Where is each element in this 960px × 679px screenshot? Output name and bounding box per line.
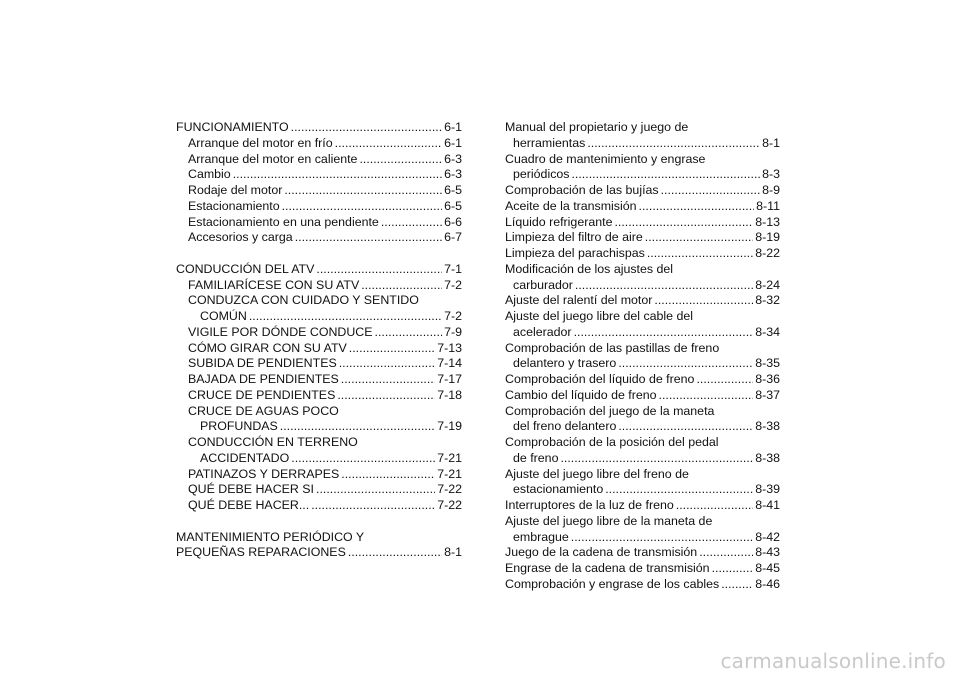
toc-entry-label: Estacionamiento en una pendiente bbox=[188, 214, 379, 229]
toc-heading-line: MANTENIMIENTO PERIÓDICO Y bbox=[176, 529, 365, 544]
toc-entry-label: periódicos bbox=[513, 167, 570, 182]
toc-entry-label: Comprobación y engrase de los cables bbox=[505, 576, 720, 591]
toc-heading-line: Comprobación de las pastillas de freno bbox=[505, 340, 720, 355]
toc-leader-dots bbox=[341, 372, 435, 388]
toc-page-number: 7-21 bbox=[437, 466, 462, 481]
toc-entry-label: del freno delantero bbox=[513, 419, 617, 434]
toc-page-number: 8-11 bbox=[756, 198, 780, 213]
toc-page-number: 6-7 bbox=[444, 230, 462, 245]
toc-entry-label: Cambio del líquido de freno bbox=[505, 387, 657, 402]
toc-heading-line: CONDUZCA CON CUIDADO Y SENTIDO bbox=[188, 293, 419, 308]
toc-leader-dots bbox=[639, 199, 755, 215]
toc-entry[interactable] bbox=[505, 388, 780, 404]
toc-leader-dots bbox=[291, 120, 442, 136]
toc-entry-label: CRUCE DE PENDIENTES bbox=[188, 387, 336, 402]
toc-leader-dots bbox=[295, 230, 442, 246]
toc-page-number: 6-5 bbox=[444, 198, 462, 213]
toc-page-number: 8-37 bbox=[755, 387, 780, 402]
toc-entry[interactable] bbox=[505, 419, 780, 435]
toc-entry-label: Líquido refrigerante bbox=[505, 214, 613, 229]
toc-heading-line: Comprobación del juego de la maneta bbox=[505, 403, 715, 418]
toc-entry-label: Limpieza del parachispas bbox=[505, 246, 645, 260]
toc-entry-label: PATINAZOS Y DERRAPES bbox=[188, 466, 340, 481]
toc-entry-label: Interruptores de la luz de freno bbox=[505, 498, 674, 512]
toc-leader-dots bbox=[284, 183, 442, 199]
toc-entry-label: Cambio bbox=[188, 167, 231, 182]
toc-gap bbox=[176, 514, 462, 530]
toc-entry[interactable] bbox=[176, 341, 462, 357]
toc-entry-label: Juego de la cadena de transmisión bbox=[505, 545, 698, 560]
toc-page-number: 8-3 bbox=[762, 167, 780, 182]
toc-leader-dots bbox=[645, 230, 753, 246]
toc-entry[interactable] bbox=[505, 246, 780, 262]
toc-heading-line: Modificación de los ajustes del bbox=[505, 261, 674, 276]
toc-entry-label: FAMILIARÍCESE CON SU ATV bbox=[188, 277, 360, 292]
toc-entry-label: Rodaje del motor bbox=[188, 183, 283, 197]
toc-page-number: 8-1 bbox=[762, 135, 780, 150]
toc-leader-dots bbox=[571, 530, 753, 546]
toc-entry[interactable] bbox=[505, 482, 780, 498]
toc-page-number: 8-9 bbox=[762, 183, 780, 197]
toc-heading-line: Manual del propietario y juego de bbox=[505, 120, 689, 134]
toc-leader-dots bbox=[349, 341, 435, 357]
toc-leader-dots bbox=[560, 451, 753, 467]
toc-entry-label: Estacionamiento bbox=[188, 198, 280, 213]
toc-page-number: 6-3 bbox=[444, 167, 462, 182]
toc-entry[interactable] bbox=[505, 545, 780, 561]
toc-page-number: 8-36 bbox=[755, 372, 780, 386]
toc-page-number: 7-22 bbox=[437, 482, 462, 497]
toc-leader-dots bbox=[282, 199, 442, 215]
toc-page-number: 7-22 bbox=[437, 498, 462, 512]
toc-leader-dots bbox=[311, 498, 435, 514]
toc-leader-dots bbox=[647, 246, 753, 262]
toc-entry-label: Arranque del motor en caliente bbox=[188, 151, 358, 166]
toc-leader-dots bbox=[721, 577, 753, 593]
toc-leader-dots bbox=[359, 152, 442, 168]
toc-leader-dots bbox=[696, 372, 753, 388]
toc-page-number: 7-17 bbox=[437, 372, 462, 386]
toc-page-number: 8-19 bbox=[755, 230, 780, 245]
toc-page-number: 8-24 bbox=[755, 277, 780, 292]
toc-entry-label: embrague bbox=[513, 529, 569, 544]
toc-heading-line: Cuadro de mantenimiento y engrase bbox=[505, 151, 706, 166]
toc-entry[interactable] bbox=[176, 467, 462, 483]
toc-heading-line: Comprobación de la posición del pedal bbox=[505, 435, 719, 449]
toc-entry-label: herramientas bbox=[513, 135, 586, 150]
toc-entry[interactable] bbox=[505, 278, 780, 294]
toc-leader-dots bbox=[618, 356, 753, 372]
toc-gap bbox=[176, 246, 462, 262]
toc-page-number: 7-2 bbox=[444, 277, 462, 292]
toc-leader-dots bbox=[574, 325, 754, 341]
toc-leader-dots bbox=[337, 388, 435, 404]
toc-entry-label: SUBIDA DE PENDIENTES bbox=[188, 356, 337, 371]
toc-heading-line: CONDUCCIÓN EN TERRENO bbox=[188, 435, 358, 449]
toc-entry[interactable] bbox=[505, 451, 780, 467]
toc-entry[interactable] bbox=[176, 356, 462, 372]
toc-leader-dots bbox=[249, 309, 442, 325]
toc-entry[interactable] bbox=[176, 152, 462, 168]
toc-page-number: 6-1 bbox=[444, 120, 462, 134]
toc-entry-label: Aceite de la transmisión bbox=[505, 198, 637, 213]
toc-entry[interactable] bbox=[176, 183, 462, 199]
toc-leader-dots bbox=[661, 183, 760, 199]
toc-page-number: 6-3 bbox=[444, 151, 462, 166]
toc-entry[interactable] bbox=[176, 278, 462, 294]
toc-page-number: 8-38 bbox=[755, 419, 780, 434]
toc-leader-dots bbox=[618, 419, 753, 435]
toc-entry[interactable] bbox=[505, 498, 780, 514]
toc-entry[interactable] bbox=[505, 293, 780, 309]
toc-page-number: 8-46 bbox=[755, 576, 780, 591]
toc-leader-dots bbox=[676, 498, 753, 514]
toc-entry[interactable] bbox=[505, 372, 780, 388]
toc-leader-dots bbox=[605, 482, 753, 498]
toc-page-number: 7-9 bbox=[444, 324, 462, 339]
toc-entry[interactable] bbox=[505, 530, 780, 546]
toc-entry[interactable] bbox=[176, 120, 462, 136]
toc-page-number: 8-42 bbox=[755, 529, 780, 544]
toc-entry[interactable] bbox=[176, 230, 462, 246]
toc-page-number: 6-6 bbox=[444, 214, 462, 229]
toc-heading-line: CRUCE DE AGUAS POCO bbox=[188, 403, 339, 418]
toc-entry-label: FUNCIONAMIENTO bbox=[176, 120, 289, 134]
toc-page-number: 8-32 bbox=[755, 293, 780, 308]
toc-leader-dots bbox=[571, 167, 760, 183]
toc-entry[interactable] bbox=[176, 498, 462, 514]
toc-leader-dots bbox=[291, 451, 435, 467]
toc-page-number: 8-45 bbox=[755, 561, 780, 575]
toc-entry-label: COMÚN bbox=[200, 309, 247, 323]
toc-entry[interactable] bbox=[176, 325, 462, 341]
toc-entry[interactable] bbox=[176, 215, 462, 231]
toc-entry[interactable] bbox=[176, 482, 462, 498]
toc-page-number: 7-13 bbox=[437, 340, 462, 355]
toc-leader-dots bbox=[280, 419, 435, 435]
toc-leader-dots bbox=[335, 136, 442, 152]
toc-entry-label: Comprobación del líquido de freno bbox=[505, 372, 695, 386]
toc-entry[interactable] bbox=[505, 183, 780, 199]
toc-entry-label: PROFUNDAS bbox=[200, 419, 278, 434]
toc-entry[interactable] bbox=[505, 136, 780, 152]
toc-heading-line: Ajuste del juego libre del freno de bbox=[505, 466, 689, 481]
toc-entry[interactable] bbox=[505, 325, 780, 341]
toc-entry[interactable] bbox=[505, 199, 780, 215]
toc-page-number: 8-43 bbox=[755, 545, 780, 560]
toc-page-number: 6-1 bbox=[444, 135, 462, 150]
toc-right-column bbox=[505, 120, 780, 593]
toc-leader-dots bbox=[654, 293, 753, 309]
toc-entry[interactable] bbox=[176, 388, 462, 404]
toc-entry-label: VIGILE POR DÓNDE CONDUCE bbox=[188, 324, 373, 339]
toc-leader-dots bbox=[348, 545, 442, 561]
toc-entry[interactable] bbox=[176, 545, 462, 561]
toc-leader-dots bbox=[659, 388, 754, 404]
toc-left-column bbox=[176, 120, 462, 561]
toc-leader-dots bbox=[614, 215, 753, 231]
toc-entry[interactable] bbox=[176, 199, 462, 215]
toc-entry[interactable] bbox=[505, 561, 780, 577]
toc-entry-label: estacionamiento bbox=[513, 482, 604, 497]
toc-leader-dots bbox=[316, 262, 442, 278]
toc-entry[interactable] bbox=[176, 309, 462, 325]
toc-entry[interactable] bbox=[505, 577, 780, 593]
toc-entry-label: CÓMO GIRAR CON SU ATV bbox=[188, 340, 347, 355]
toc-page-number: 8-39 bbox=[755, 482, 780, 497]
toc-page-number: 8-22 bbox=[755, 246, 780, 260]
toc-page-number: 7-21 bbox=[437, 450, 462, 465]
toc-leader-dots bbox=[575, 278, 753, 294]
toc-entry[interactable] bbox=[176, 419, 462, 435]
toc-entry-label: de freno bbox=[513, 450, 559, 465]
toc-leader-dots bbox=[712, 561, 754, 577]
toc-entry-label: acelerador bbox=[513, 324, 572, 339]
toc-leader-dots bbox=[316, 482, 435, 498]
toc-entry-label: Accesorios y carga bbox=[188, 230, 293, 245]
toc-leader-dots bbox=[341, 467, 435, 483]
toc-leader-dots bbox=[233, 167, 442, 183]
toc-page-number: 8-13 bbox=[755, 214, 780, 229]
toc-leader-dots bbox=[587, 136, 760, 152]
toc-page-number: 6-5 bbox=[444, 183, 462, 197]
toc-entry-label: BAJADA DE PENDIENTES bbox=[188, 372, 339, 386]
toc-entry[interactable] bbox=[505, 167, 780, 183]
toc-entry[interactable] bbox=[176, 136, 462, 152]
toc-page-number: 8-41 bbox=[755, 498, 780, 512]
toc-leader-dots bbox=[375, 325, 443, 341]
toc-page-number: 7-19 bbox=[437, 419, 462, 434]
toc-page-number: 8-34 bbox=[755, 324, 780, 339]
toc-leader-dots bbox=[381, 215, 442, 231]
toc-entry-label: Limpieza del filtro de aire bbox=[505, 230, 643, 245]
watermark: carmanualsonline.info bbox=[720, 649, 946, 673]
toc-page-number: 7-2 bbox=[444, 309, 462, 323]
toc-entry[interactable] bbox=[505, 215, 780, 231]
toc-entry-label: delantero y trasero bbox=[513, 356, 617, 371]
toc-entry-label: CONDUCCIÓN DEL ATV bbox=[176, 261, 315, 276]
toc-page-number: 8-1 bbox=[444, 545, 462, 560]
toc-page-number: 8-35 bbox=[755, 356, 780, 371]
toc-entry-label: QUÉ DEBE HACER... bbox=[188, 498, 310, 512]
toc-entry-label: Engrase de la cadena de transmisión bbox=[505, 561, 710, 575]
toc-page-number: 7-18 bbox=[437, 387, 462, 402]
toc-entry-label: Comprobación de las bujías bbox=[505, 183, 659, 197]
toc-entry[interactable] bbox=[176, 372, 462, 388]
toc-entry-label: carburador bbox=[513, 277, 573, 292]
toc-leader-dots bbox=[361, 278, 442, 294]
toc-entry-label: Arranque del motor en frío bbox=[188, 135, 333, 150]
toc-entry[interactable] bbox=[176, 167, 462, 183]
toc-entry[interactable] bbox=[505, 356, 780, 372]
toc-heading-line: Ajuste del juego libre del cable del bbox=[505, 309, 694, 323]
toc-entry-label: QUÉ DEBE HACER SI bbox=[188, 482, 314, 497]
toc-entry-label: Ajuste del ralentí del motor bbox=[505, 293, 653, 308]
toc-entry-label: PEQUEÑAS REPARACIONES bbox=[176, 545, 346, 560]
toc-leader-dots bbox=[699, 545, 753, 561]
toc-entry[interactable] bbox=[176, 451, 462, 467]
toc-page-number: 7-1 bbox=[444, 261, 462, 276]
toc-entry[interactable] bbox=[505, 230, 780, 246]
toc-page-number: 8-38 bbox=[755, 450, 780, 465]
toc-entry[interactable] bbox=[176, 262, 462, 278]
toc-leader-dots bbox=[339, 356, 435, 372]
toc-page-number: 7-14 bbox=[437, 356, 462, 371]
toc-entry-label: ACCIDENTADO bbox=[200, 450, 290, 465]
toc-heading-line: Ajuste del juego libre de la maneta de bbox=[505, 513, 713, 528]
